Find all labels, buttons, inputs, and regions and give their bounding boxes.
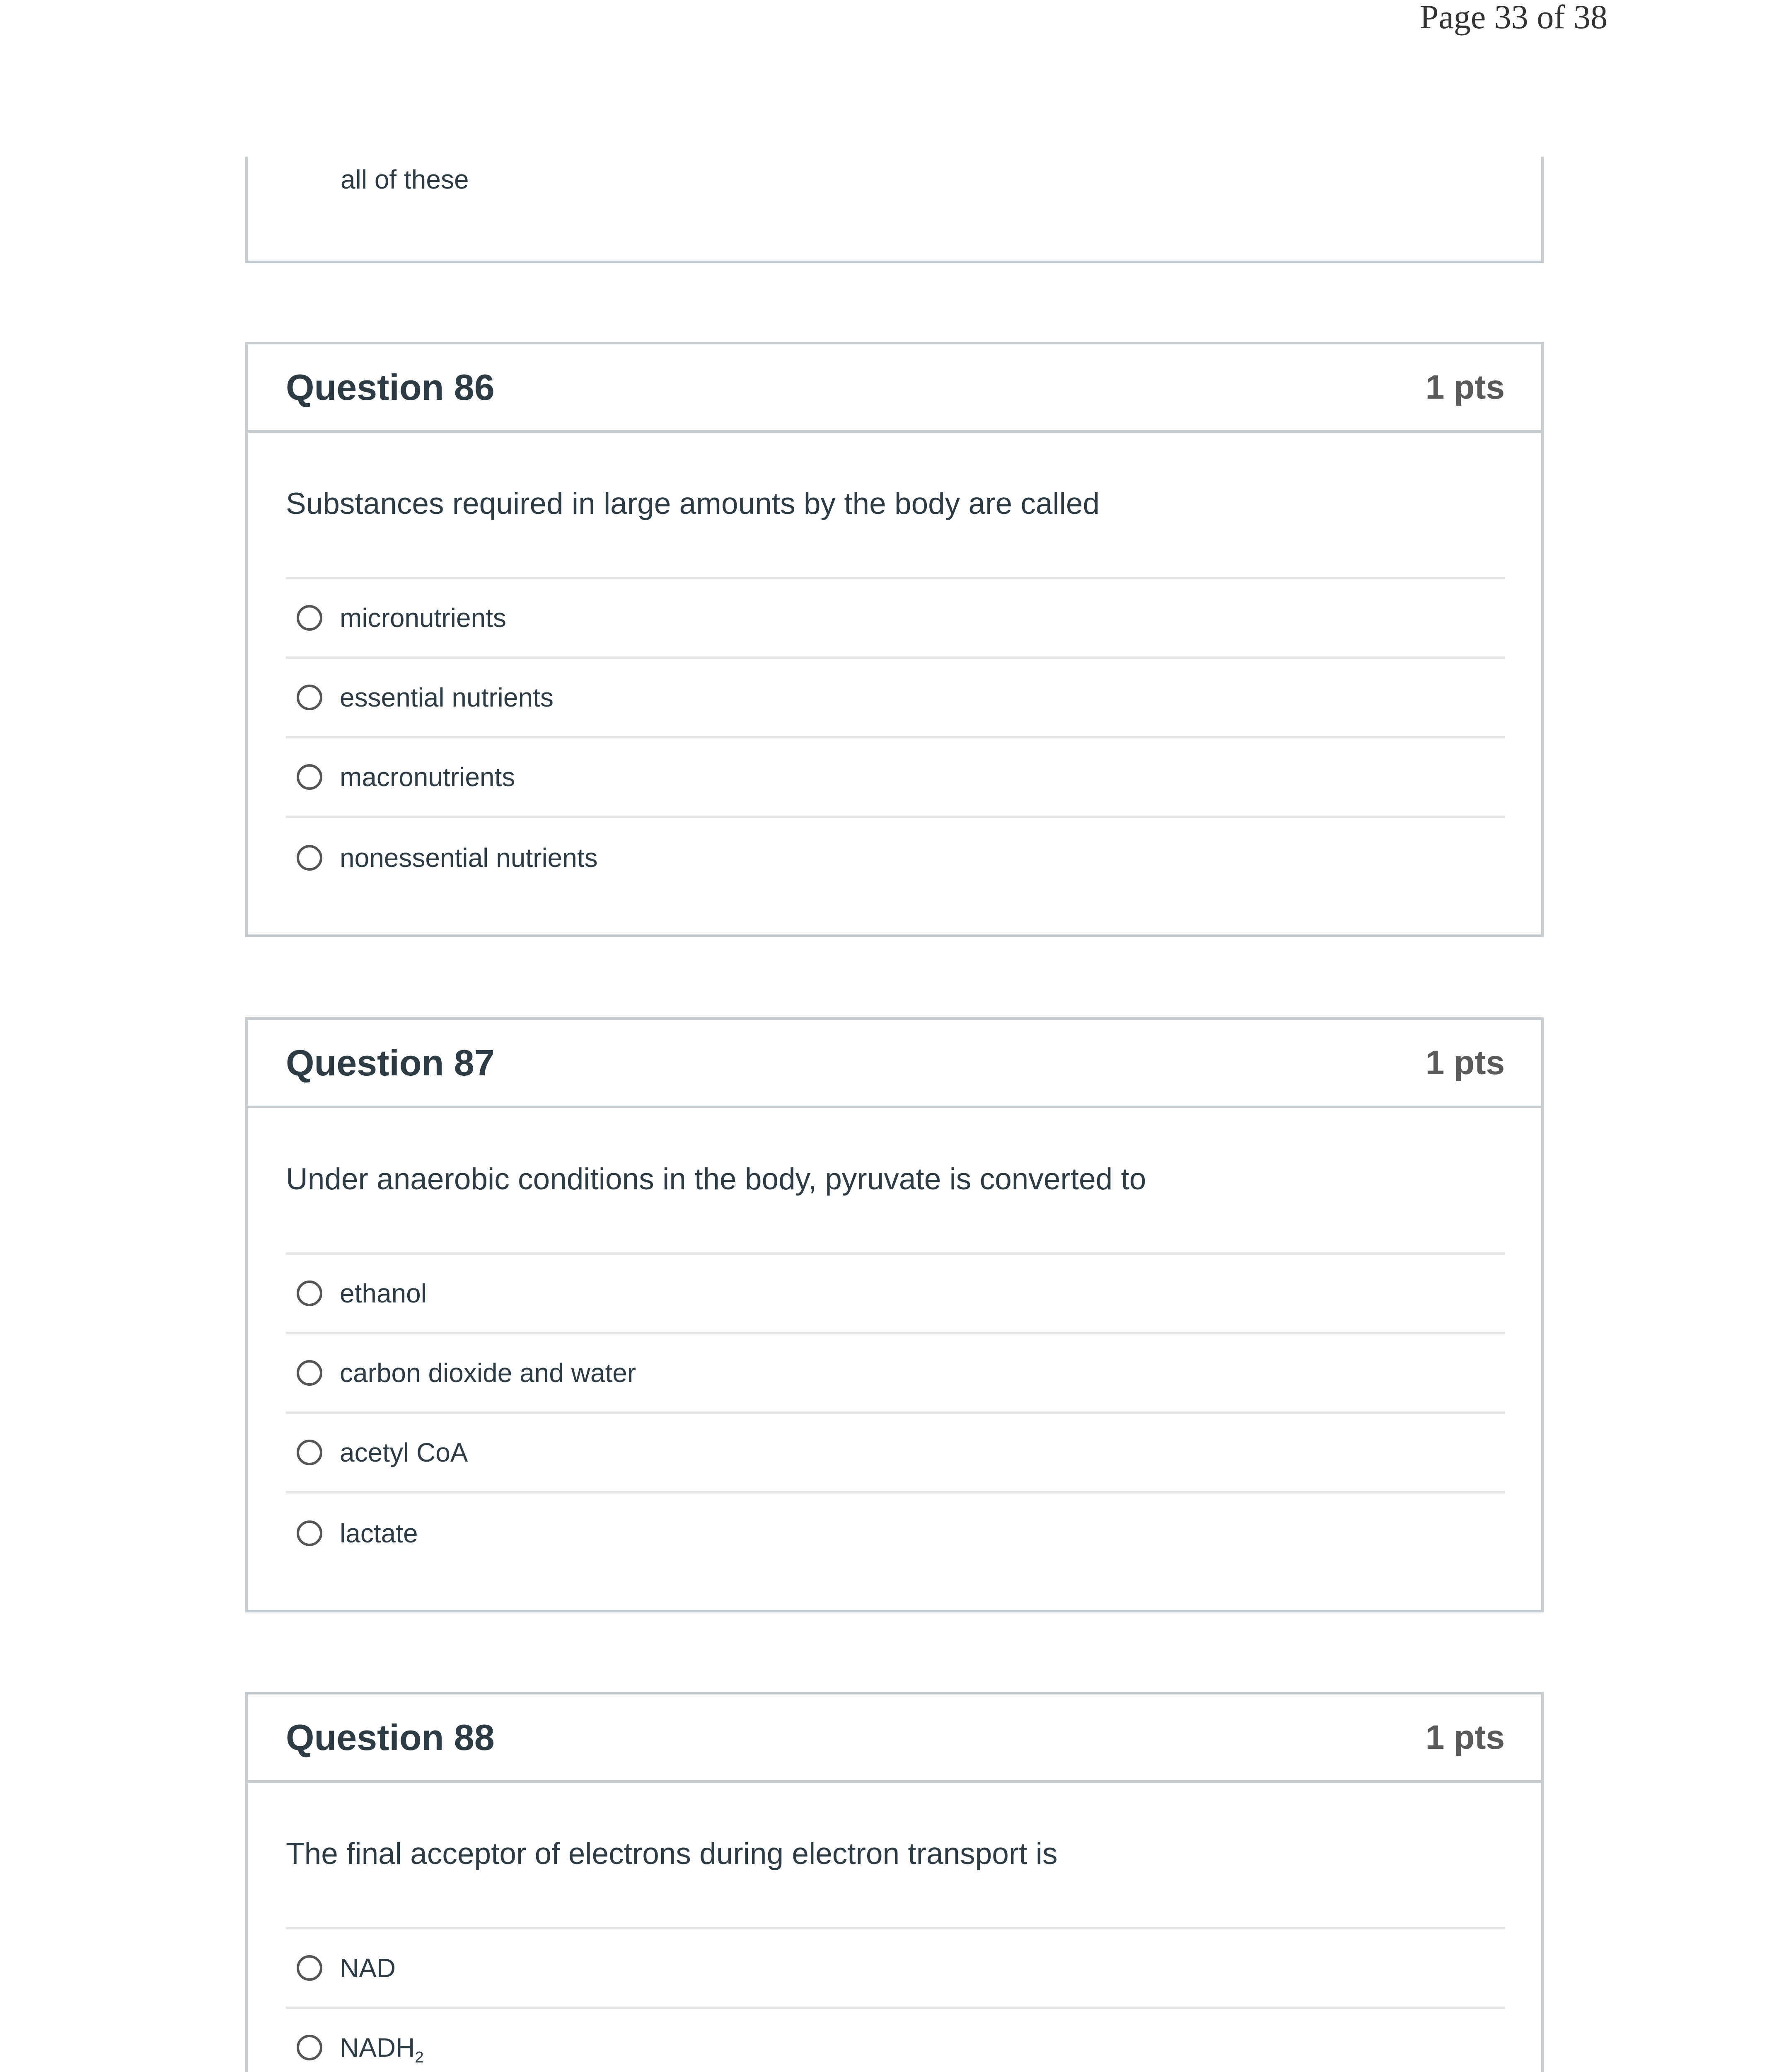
- answer-label: acetyl CoA: [340, 1438, 468, 1467]
- answer-option[interactable]: [286, 1929, 1505, 2009]
- answer-option[interactable]: [286, 1414, 1505, 1493]
- answer-label: nonessential nutrients: [340, 843, 598, 873]
- answer-label: essential nutrients: [340, 683, 554, 712]
- question-points: 1 pts: [1425, 368, 1505, 406]
- answer-option[interactable]: [286, 579, 1505, 659]
- answer-option[interactable]: [286, 1255, 1505, 1334]
- question-title: Question 88: [286, 1716, 495, 1758]
- question-text: The final acceptor of electrons during electron transport is: [286, 1783, 1505, 1929]
- question-points: 1 pts: [1425, 1718, 1505, 1756]
- answer-label: micronutrients: [340, 603, 506, 633]
- answer-option[interactable]: [286, 738, 1505, 818]
- radio-button-icon[interactable]: [297, 1360, 322, 1386]
- radio-button-icon[interactable]: [297, 605, 322, 631]
- radio-button-icon[interactable]: [297, 2035, 322, 2060]
- question-points: 1 pts: [1425, 1043, 1505, 1082]
- radio-button-icon[interactable]: [297, 845, 322, 871]
- answer-option[interactable]: [286, 659, 1505, 738]
- answer-option[interactable]: [286, 1334, 1505, 1414]
- answer-label: all of these: [341, 165, 469, 194]
- answer-option[interactable]: [286, 1493, 1505, 1573]
- answer-label: NAD: [340, 1953, 396, 1983]
- question-header: [248, 1020, 1541, 1108]
- answer-label: lactate: [340, 1518, 418, 1548]
- radio-button-icon[interactable]: [297, 1280, 322, 1306]
- question-header: [248, 1694, 1541, 1783]
- question-body: [248, 433, 1541, 898]
- question-title: Question 86: [286, 366, 495, 408]
- question-title: Question 87: [286, 1042, 495, 1083]
- radio-button-icon[interactable]: [297, 1440, 322, 1465]
- question-body: [248, 1783, 1541, 2072]
- radio-button-icon[interactable]: [297, 1955, 322, 1981]
- answer-list: [286, 1929, 1505, 2072]
- answer-list: [286, 579, 1505, 898]
- answer-option[interactable]: [286, 2009, 1505, 2072]
- answer-label: macronutrients: [340, 762, 515, 792]
- answer-list: [286, 1255, 1505, 1573]
- page-number: Page 33 of 38: [1419, 0, 1608, 36]
- question-body: [248, 1108, 1541, 1573]
- previous-question-card: [245, 157, 1544, 263]
- question-card-88: [245, 1692, 1544, 2072]
- radio-button-icon[interactable]: [297, 685, 322, 710]
- question-text: Substances required in large amounts by the body are called: [286, 433, 1505, 579]
- question-header: [248, 344, 1541, 433]
- answer-label: ethanol: [340, 1278, 427, 1308]
- question-card-87: [245, 1017, 1544, 1612]
- answer-label-base: NADH: [340, 2033, 415, 2062]
- question-card-86: [245, 342, 1544, 937]
- answer-option[interactable]: [286, 818, 1505, 898]
- question-text: Under anaerobic conditions in the body, pyruvate is converted to: [286, 1108, 1505, 1255]
- radio-button-icon[interactable]: [297, 1520, 322, 1546]
- answer-label: [340, 2032, 424, 2066]
- radio-button-icon[interactable]: [297, 764, 322, 790]
- answer-label: carbon dioxide and water: [340, 1358, 636, 1388]
- answer-label-subscript: 2: [415, 2048, 424, 2066]
